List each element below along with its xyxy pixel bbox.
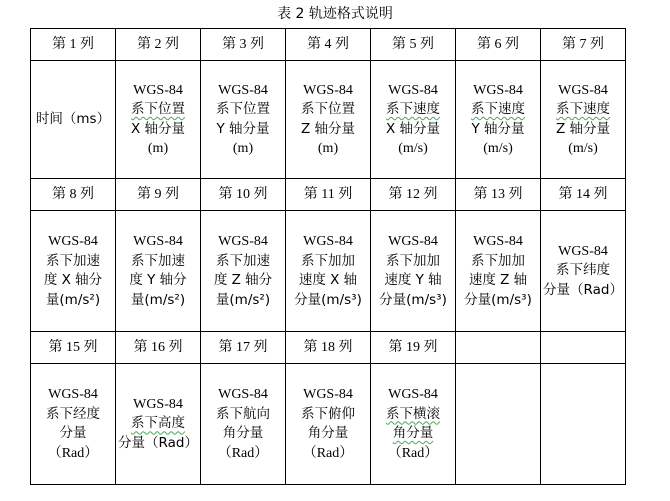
description-line: 速度 Z 轴 — [468, 272, 528, 288]
description-line: 系下速度 — [556, 101, 610, 117]
description-line: WGS-84 — [48, 387, 98, 402]
description-line: 角分量 — [222, 425, 264, 441]
description-line: 系下加速 — [131, 252, 185, 269]
description-line: (m/s) — [568, 141, 598, 156]
trajectory-format-table — [30, 28, 626, 485]
description-cell — [371, 211, 456, 332]
header-row — [31, 29, 626, 61]
description-line: 速度 Y 轴 — [384, 272, 442, 288]
description-line: 分量（Rad） — [118, 434, 198, 451]
description-cell — [31, 61, 116, 179]
description-line: 系下俯仰 — [301, 405, 355, 422]
description-line: 系下横滚 — [386, 405, 440, 422]
empty-cell — [541, 364, 626, 485]
description-line: 系下位置 — [301, 101, 355, 117]
description-line: WGS-84 — [388, 387, 438, 402]
description-cell — [201, 364, 286, 485]
header-row — [31, 179, 626, 211]
description-cell — [456, 61, 541, 179]
description-line: 系下加速 — [216, 252, 270, 269]
description-line: Z 轴分量 — [300, 120, 356, 137]
column-header-cell: 第 18 列 — [286, 332, 371, 364]
description-line: 系下加加 — [471, 252, 525, 269]
description-line: 分量(m/s³) — [294, 291, 362, 308]
description-line: (m) — [317, 141, 339, 156]
description-line: （Rad） — [302, 445, 354, 461]
description-line: （Rad） — [387, 445, 439, 461]
column-header-cell: 第 15 列 — [31, 332, 116, 364]
description-cell — [286, 61, 371, 179]
description-line: 系下加加 — [386, 252, 440, 269]
description-row — [31, 364, 626, 485]
description-line: 度 X 轴分 — [43, 272, 103, 288]
description-line: (m) — [147, 141, 169, 156]
description-line: 系下加速 — [46, 252, 100, 269]
description-line: WGS-84 — [558, 243, 608, 259]
column-header-cell: 第 12 列 — [371, 179, 456, 211]
description-line: X 轴分量 — [385, 120, 441, 137]
column-header-cell: 第 1 列 — [31, 29, 116, 61]
description-line: 分量(m/s³) — [464, 291, 532, 308]
empty-cell — [456, 364, 541, 485]
description-line: WGS-84 — [558, 82, 608, 98]
column-header-cell: 第 3 列 — [201, 29, 286, 61]
description-cell — [116, 211, 201, 332]
description-line: 时间（ms） — [35, 110, 111, 127]
column-header-cell — [541, 332, 626, 364]
description-line: WGS-84 — [303, 234, 353, 249]
description-row — [31, 211, 626, 332]
description-cell — [31, 211, 116, 332]
description-line: 系下经度 — [46, 405, 100, 422]
description-cell — [31, 364, 116, 485]
description-line: WGS-84 — [133, 234, 183, 249]
description-cell — [456, 211, 541, 332]
description-line: WGS-84 — [218, 82, 268, 98]
description-line: 分量(m/s³) — [379, 291, 447, 308]
description-line: WGS-84 — [473, 234, 523, 249]
description-cell — [201, 211, 286, 332]
column-header-cell: 第 10 列 — [201, 179, 286, 211]
description-line: 系下纬度 — [556, 262, 610, 279]
description-line: WGS-84 — [218, 234, 268, 249]
description-line: （Rad） — [217, 445, 269, 461]
description-line: 角分量 — [307, 425, 349, 441]
column-header-cell: 第 16 列 — [116, 332, 201, 364]
description-line: (m/s) — [483, 141, 513, 156]
description-cell — [116, 61, 201, 179]
description-line: 量(m/s²) — [215, 291, 271, 308]
column-header-cell: 第 14 列 — [541, 179, 626, 211]
description-line: 量(m/s²) — [130, 291, 186, 308]
column-header-cell: 第 4 列 — [286, 29, 371, 61]
description-line: WGS-84 — [133, 396, 183, 412]
description-line: Z 轴分量 — [555, 120, 611, 137]
description-line: 系下位置 — [216, 101, 270, 117]
column-header-cell: 第 7 列 — [541, 29, 626, 61]
description-line: （Rad） — [47, 445, 99, 461]
column-header-cell: 第 9 列 — [116, 179, 201, 211]
description-line: (m) — [232, 141, 254, 156]
description-line: 系下速度 — [471, 101, 525, 117]
column-header-cell — [456, 332, 541, 364]
description-line: Y 轴分量 — [216, 120, 270, 137]
column-header-cell: 第 13 列 — [456, 179, 541, 211]
description-line: 分量 — [59, 425, 87, 441]
column-header-cell: 第 6 列 — [456, 29, 541, 61]
description-row — [31, 61, 626, 179]
column-header-cell: 第 2 列 — [116, 29, 201, 61]
table-body — [31, 29, 626, 485]
description-line: 系下位置 — [131, 101, 185, 117]
table-caption: 表 2 轨迹格式说明 — [277, 6, 393, 22]
column-header-cell: 第 5 列 — [371, 29, 456, 61]
description-line: Y 轴分量 — [471, 120, 525, 137]
description-cell — [116, 364, 201, 485]
description-line: WGS-84 — [303, 387, 353, 402]
description-line: (m/s) — [398, 141, 428, 156]
description-line: 系下航向 — [216, 405, 270, 422]
description-line: WGS-84 — [473, 82, 523, 98]
description-line: 角分量 — [392, 425, 434, 441]
description-line: WGS-84 — [303, 82, 353, 98]
description-cell — [541, 211, 626, 332]
description-cell — [541, 61, 626, 179]
description-line: 度 Z 轴分 — [213, 272, 273, 288]
description-line: WGS-84 — [388, 82, 438, 98]
description-line: WGS-84 — [48, 234, 98, 249]
column-header-cell: 第 17 列 — [201, 332, 286, 364]
description-cell — [371, 364, 456, 485]
description-cell — [371, 61, 456, 179]
description-line: X 轴分量 — [130, 120, 186, 137]
description-line: 速度 X 轴 — [298, 272, 358, 288]
header-row — [31, 332, 626, 364]
description-line: WGS-84 — [133, 82, 183, 98]
description-line: 度 Y 轴分 — [129, 272, 187, 288]
description-cell — [201, 61, 286, 179]
column-header-cell: 第 11 列 — [286, 179, 371, 211]
description-line: 系下加加 — [301, 252, 355, 269]
description-line: 系下高度 — [131, 415, 185, 432]
description-line: 系下速度 — [386, 101, 440, 117]
description-line: 量(m/s²) — [45, 291, 101, 308]
column-header-cell: 第 8 列 — [31, 179, 116, 211]
description-line: WGS-84 — [388, 234, 438, 249]
description-cell — [286, 211, 371, 332]
column-header-cell: 第 19 列 — [371, 332, 456, 364]
description-line: 分量（Rad） — [543, 281, 623, 298]
description-cell — [286, 364, 371, 485]
description-line: WGS-84 — [218, 387, 268, 402]
